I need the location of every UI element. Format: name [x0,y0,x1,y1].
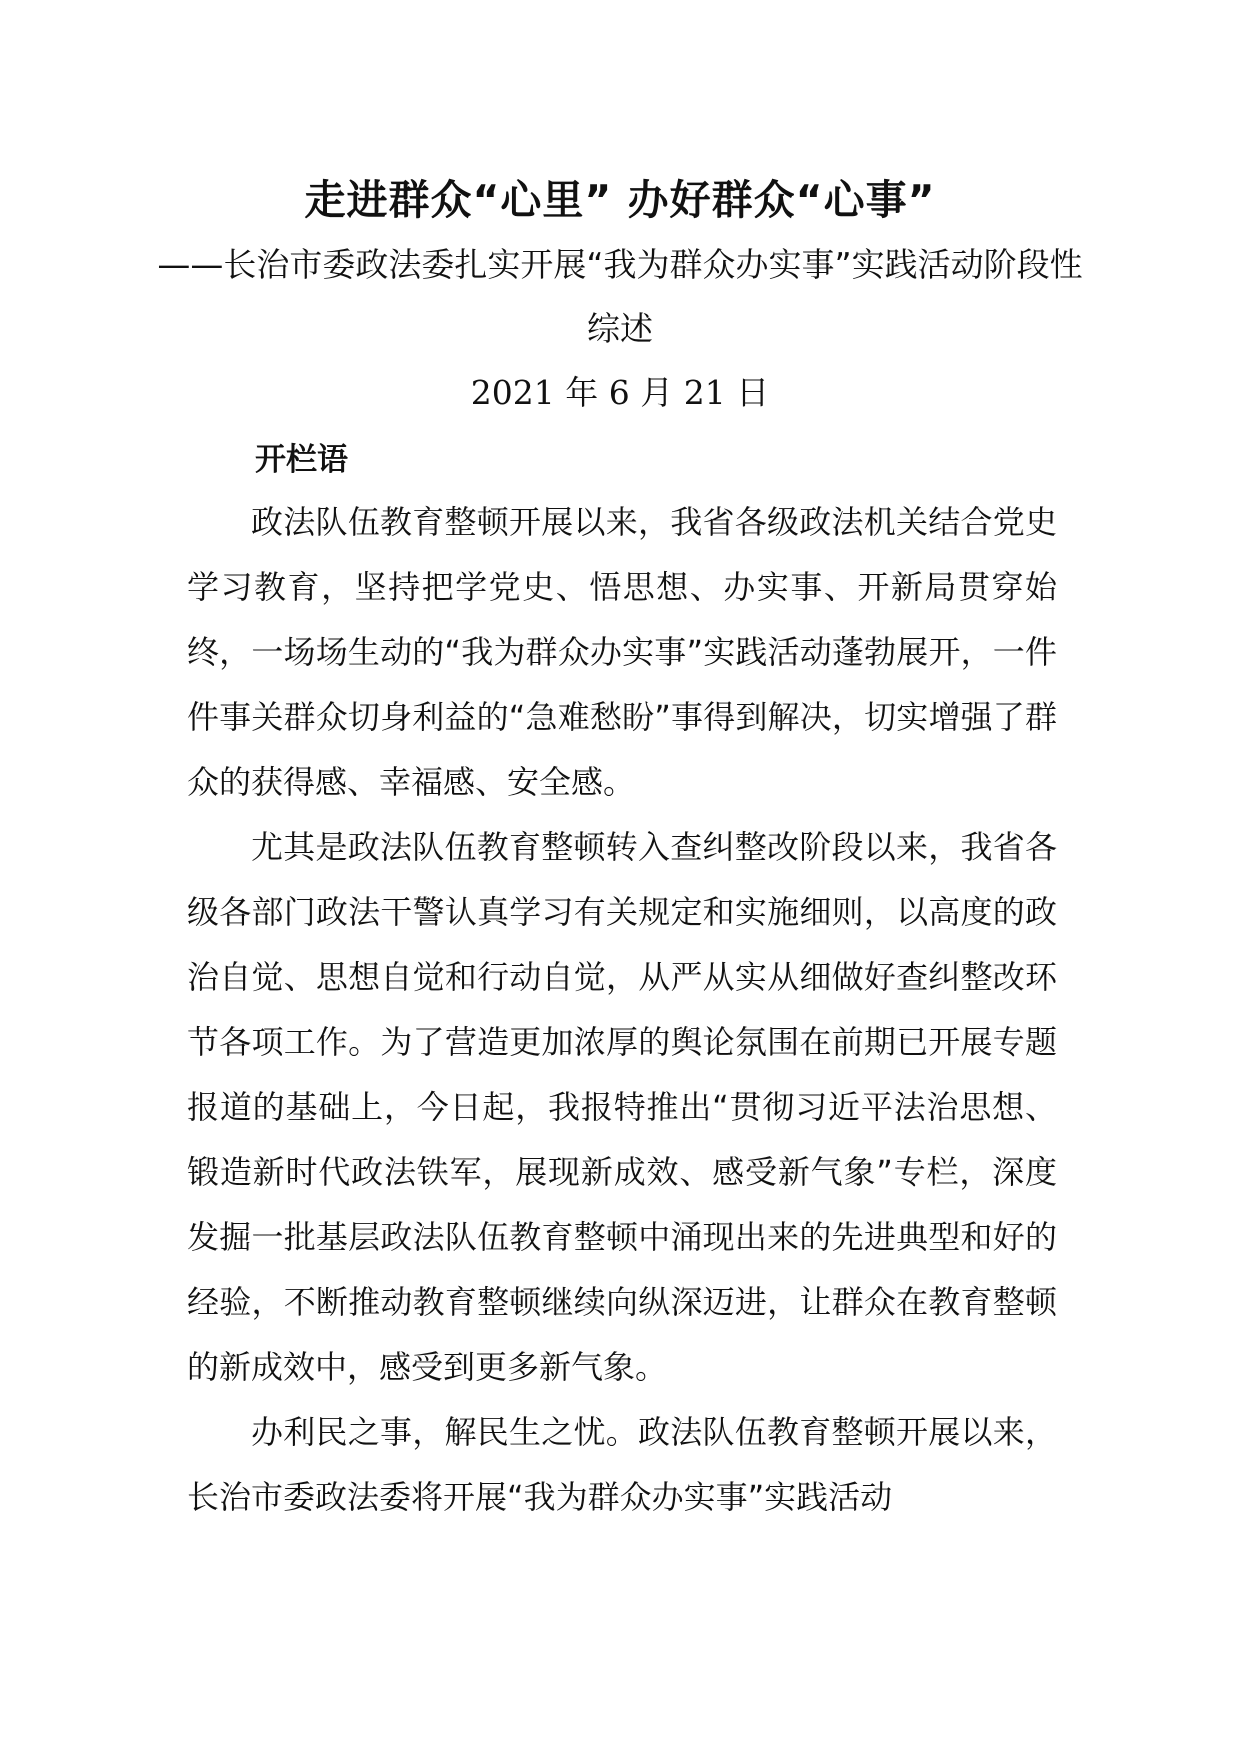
document-title: 走进群众“心里” 办好群众“心事” [304,176,936,224]
column-label: 开栏语 [255,442,348,478]
paragraph: 政法队伍教育整顿开展以来，我省各级政法机关结合党史学习教育，坚持把学党史、悟思想、办实事、开新局贯穿始终，一场场生动的“我为群众办实事”实践活动蓬勃展开，一件件事关群众切身利益的“急难愁盼”事得到解决，切实增强了群众的获得感、幸福感、安全感。 [187,503,1057,801]
publication-date: 2021 年 6 月 21 日 [470,373,770,412]
paragraph: 尤其是政法队伍教育整顿转入查纠整改阶段以来，我省各级各部门政法干警认真学习有关规定和实施细则，以高度的政治自觉、思想自觉和行动自觉，从严从实从细做好查纠整改环节各项工作。为了营造更加浓厚的舆论氛围在前期已开展专题报道的基础上，今日起，我报特推出“贯彻习近平法治思想、锻造新时代政法铁军，展现新成效、感受新气象”专栏，深度发掘一批基层政法队伍教育整顿中涌现出来的先进典型和好的经验，不断推动教育整顿继续向纵深迈进，让群众在教育整顿的新成效中，感受到更多新气象。 [187,828,1057,1386]
article-body [187,490,1057,1530]
paragraph: 办利民之事，解民生之忧。政法队伍教育整顿开展以来，长治市委政法委将开展“我为群众办实事”实践活动 [187,1413,1057,1516]
document-subtitle: ——长治市委政法委扎实开展“我为群众办实事”实践活动阶段性综述 [157,245,1083,348]
